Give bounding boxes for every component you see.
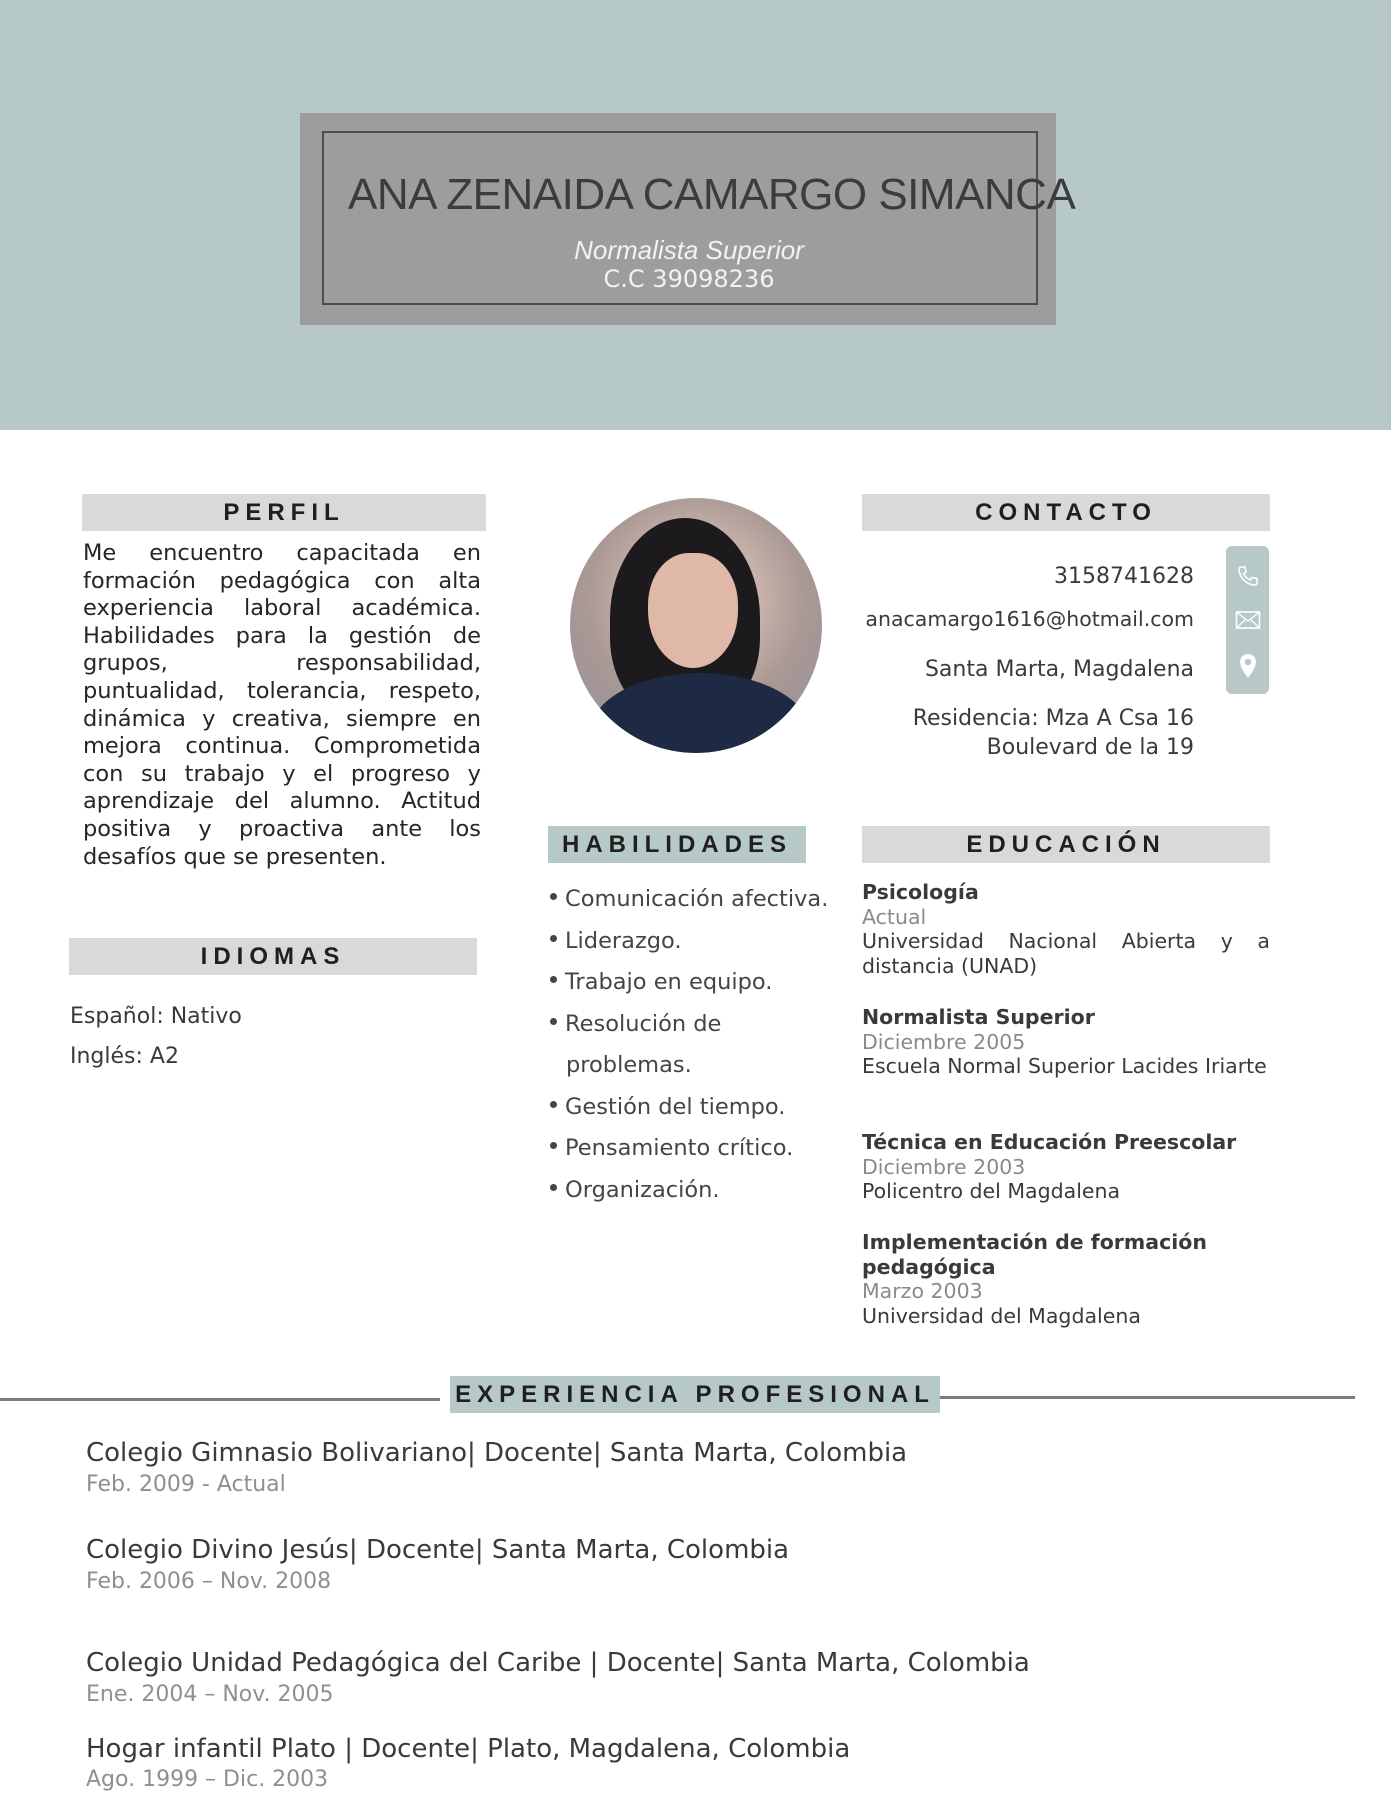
- experience-period: Feb. 2009 - Actual: [86, 1472, 286, 1497]
- education-degree: Implementación de formación pedagógica: [862, 1230, 1207, 1279]
- contact-city: Santa Marta, Magdalena: [924, 657, 1194, 682]
- education-institution: Escuela Normal Superior Lacides Iriarte: [862, 1054, 1267, 1078]
- education-institution: Universidad del Magdalena: [862, 1303, 1141, 1328]
- experience-title: Hogar infantil Plato | Docente| Plato, Magdalena, Colombia: [86, 1734, 851, 1764]
- education-entry: [862, 1005, 1270, 1079]
- experience-period: Ene. 2004 – Nov. 2005: [86, 1682, 334, 1707]
- skill-item: Organización.: [550, 1177, 720, 1203]
- experience-title: Colegio Gimnasio Bolivariano| Docente| Santa Marta, Colombia: [86, 1438, 908, 1468]
- contact-residence-line1: Residencia: Mza A Csa 16: [912, 706, 1194, 731]
- education-degree: Normalista Superior: [862, 1005, 1095, 1029]
- education-entry: [862, 1130, 1270, 1204]
- idioma-item: Inglés: A2: [70, 1044, 179, 1069]
- skill-item: Pensamiento crítico.: [550, 1135, 793, 1161]
- educacion-heading: EDUCACIÓN: [862, 826, 1270, 863]
- education-date: Actual: [862, 904, 927, 929]
- contact-residence-line2: Boulevard de la 19: [986, 735, 1194, 760]
- experience-period: Ago. 1999 – Dic. 2003: [86, 1767, 329, 1792]
- perfil-text: Me encuentro capacitada en formación pedagógica con alta experiencia laboral académica. Habilidades para la gestión de grupos, responsabilidad, puntualidad, tolerancia, respeto, dinámica y creativa, siempre en mejora continua. Comprometida con su trabajo y el progreso y aprendizaje del alumno. Actitud positiva y proactiva ante los desafíos que se presenten.: [83, 540, 481, 870]
- perfil-heading: PERFIL: [82, 494, 486, 531]
- education-degree: Técnica en Educación Preescolar: [862, 1130, 1237, 1154]
- idioma-item: Español: Nativo: [70, 1004, 242, 1029]
- experience-period: Feb. 2006 – Nov. 2008: [86, 1569, 332, 1594]
- skill-item-continuation: problemas.: [566, 1052, 692, 1078]
- profile-photo: [570, 498, 822, 753]
- skill-item: Trabajo en equipo.: [550, 969, 772, 995]
- education-degree: Psicología: [862, 880, 979, 904]
- contact-icon-strip: [1226, 546, 1269, 694]
- education-date: Marzo 2003: [862, 1279, 983, 1303]
- education-entry: [862, 1230, 1270, 1328]
- candidate-role: Normalista Superior: [574, 235, 804, 265]
- idiomas-heading: IDIOMAS: [69, 938, 477, 975]
- phone-icon: [1226, 561, 1269, 591]
- skill-item: Resolución de: [550, 1011, 721, 1037]
- divider-line: [0, 1398, 440, 1401]
- mail-icon: [1226, 605, 1269, 635]
- divider-line: [940, 1396, 1355, 1399]
- contact-email: anacamargo1616@hotmail.com: [865, 607, 1194, 631]
- candidate-name: ANA ZENAIDA CAMARGO SIMANCA: [348, 170, 1076, 219]
- experience-title: Colegio Divino Jesús| Docente| Santa Marta, Colombia: [86, 1535, 790, 1565]
- candidate-id: C.C 39098236: [603, 265, 775, 293]
- contacto-heading: CONTACTO: [862, 494, 1270, 531]
- habilidades-heading: HABILIDADES: [548, 826, 806, 863]
- experiencia-heading: EXPERIENCIA PROFESIONAL: [450, 1376, 940, 1413]
- experience-title: Colegio Unidad Pedagógica del Caribe | Docente| Santa Marta, Colombia: [86, 1648, 1030, 1678]
- location-pin-icon: [1226, 651, 1269, 681]
- education-date: Diciembre 2005: [862, 1029, 1026, 1054]
- education-institution: Policentro del Magdalena: [862, 1179, 1121, 1203]
- contact-phone: 3158741628: [1054, 564, 1194, 589]
- education-entry: [862, 880, 1270, 978]
- skill-item: Comunicación afectiva.: [550, 886, 828, 912]
- education-institution: Universidad Nacional Abierta y a distancia (UNAD): [862, 929, 1270, 978]
- skill-item: Liderazgo.: [550, 928, 682, 954]
- skill-item: Gestión del tiempo.: [550, 1094, 785, 1120]
- education-date: Diciembre 2003: [862, 1154, 1026, 1179]
